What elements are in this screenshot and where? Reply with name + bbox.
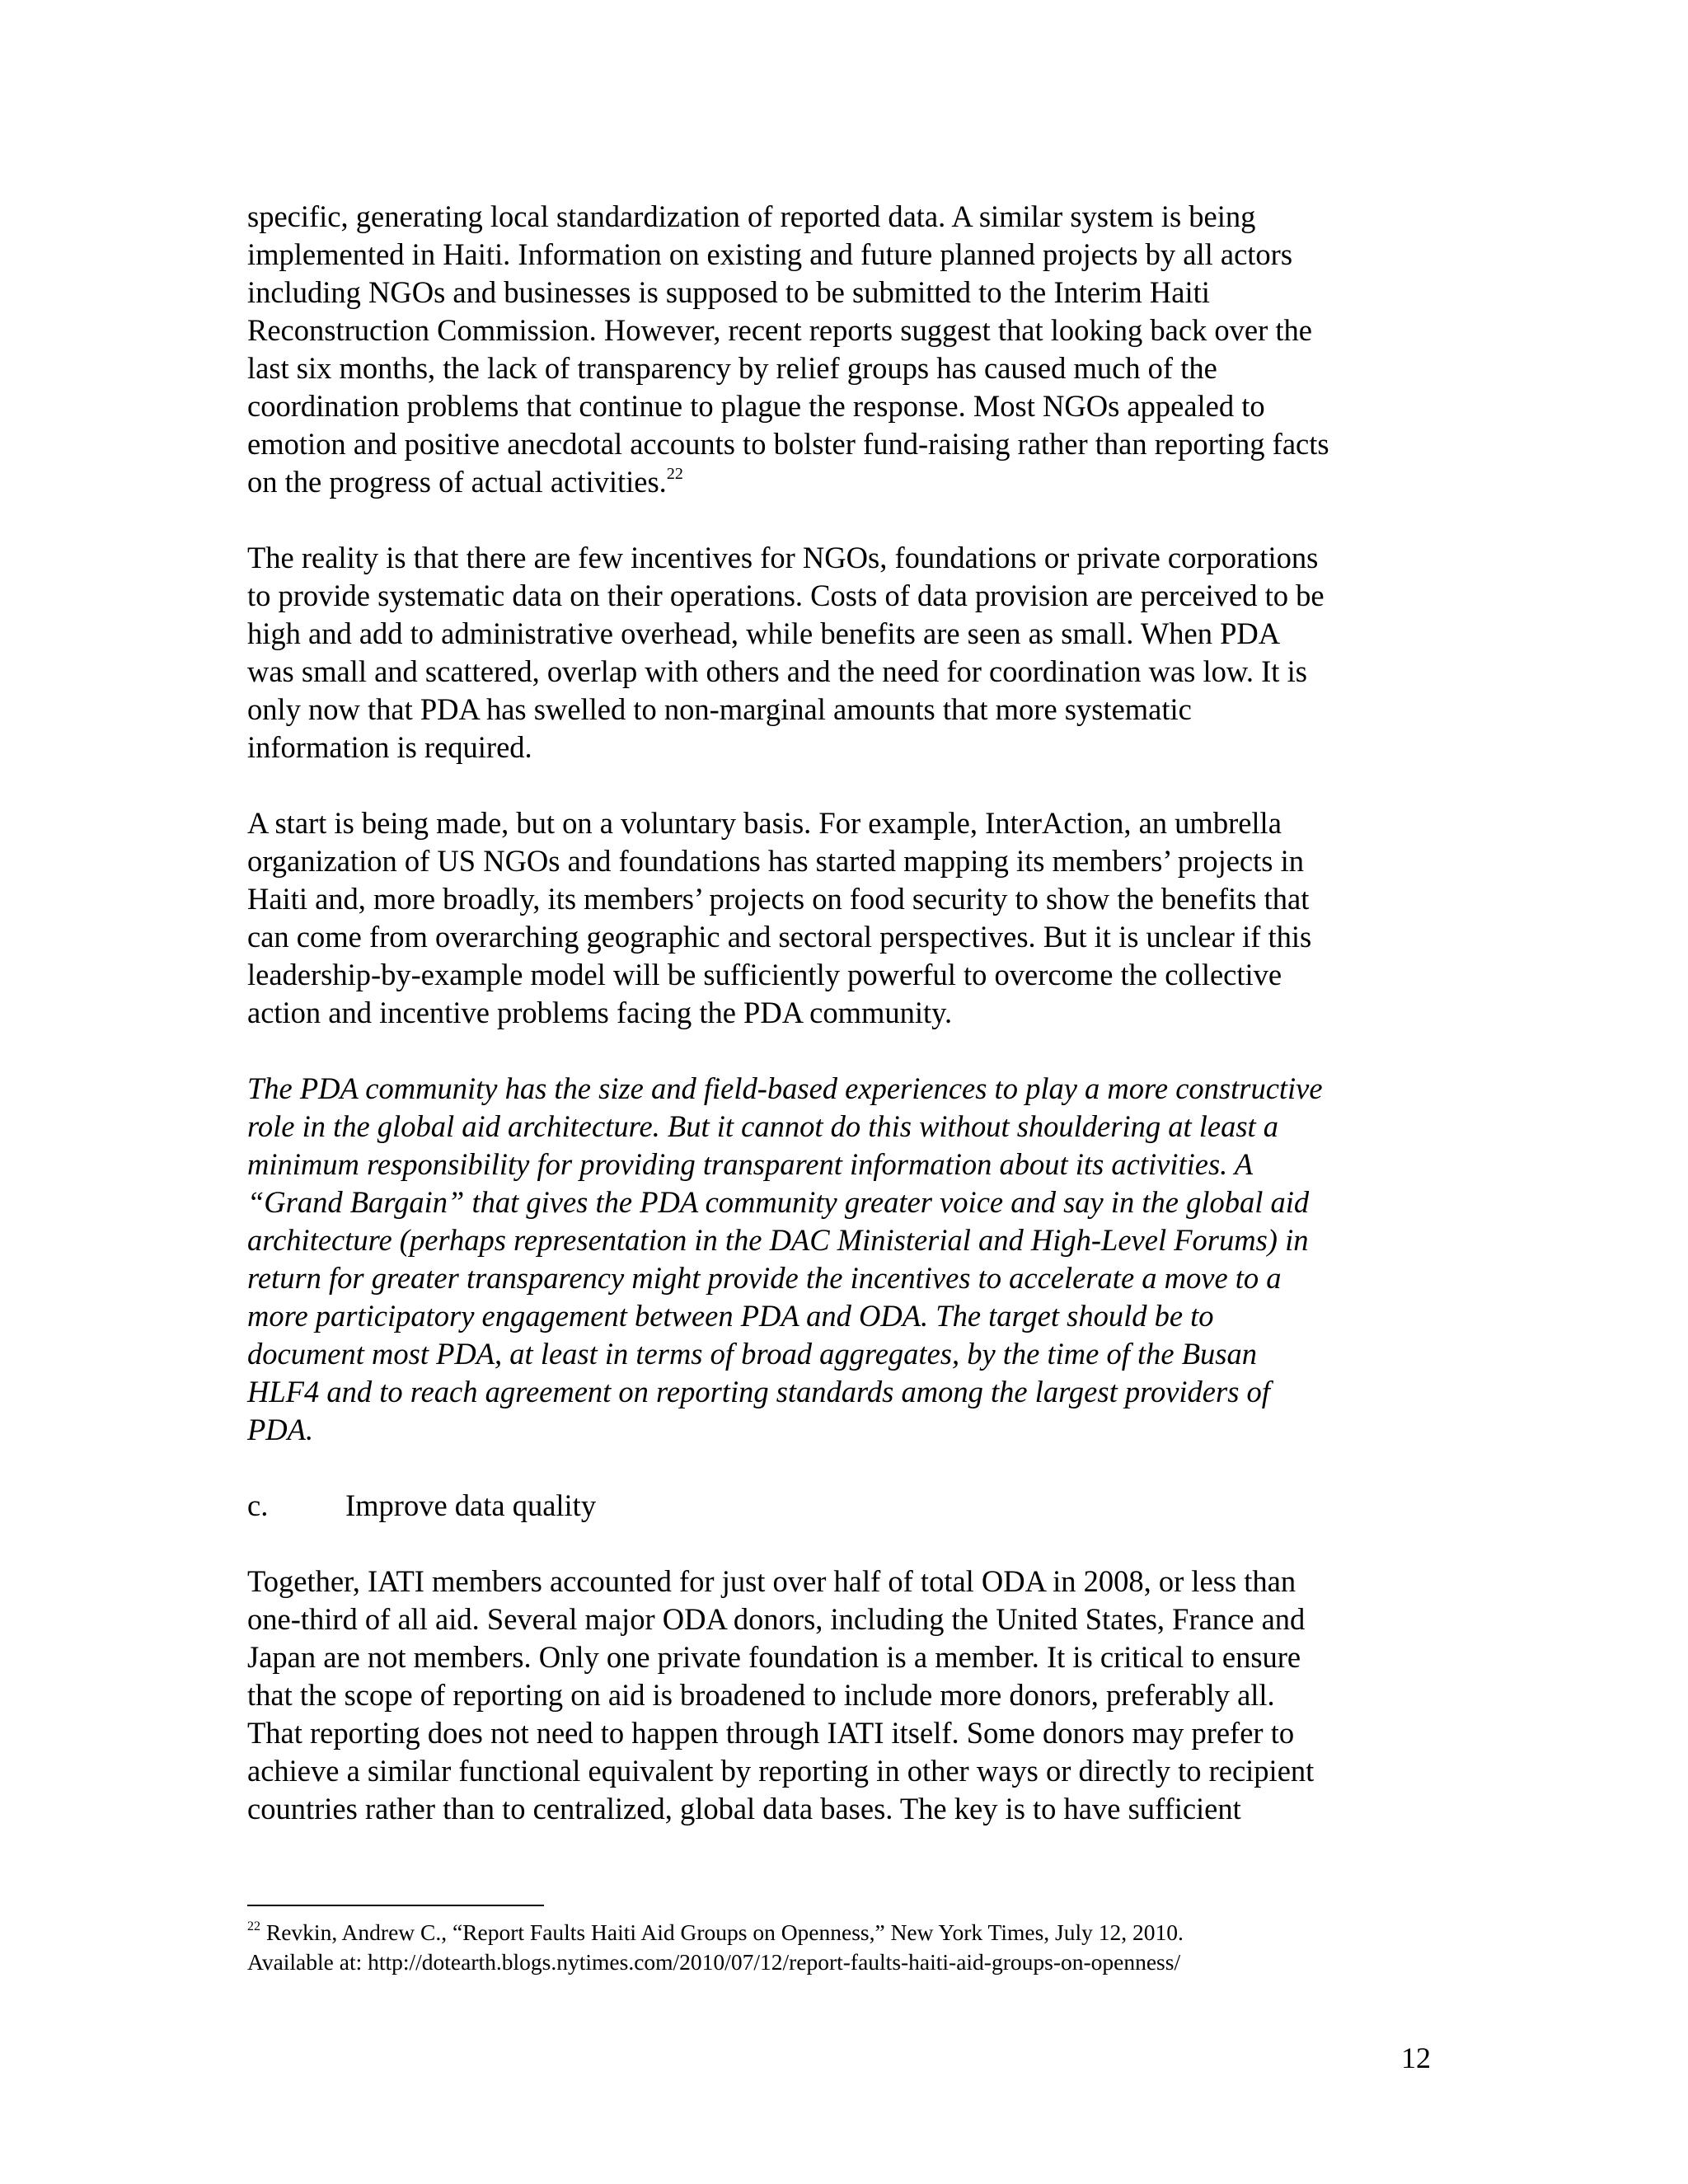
paragraph-4-italic (247, 1070, 1442, 1449)
text-line: return for greater transparency might provide the incentives to accelerate a move to a (247, 1261, 1282, 1295)
text-line: PDA. (247, 1413, 314, 1446)
section-number: c. (247, 1488, 269, 1522)
page-number: 12 (1401, 2041, 1431, 2074)
text-line: That reporting does not need to happen through IATI itself. Some donors may prefer to (247, 1716, 1295, 1750)
footnote-separator (247, 1905, 544, 1906)
text-line: role in the global aid architecture. But it cannot do this without shouldering at least a (247, 1109, 1279, 1143)
text-line: high and add to administrative overhead, while benefits are seen as small. When PDA (247, 616, 1281, 650)
text-line: more participatory engagement between PDA and ODA. The target should be to (247, 1299, 1214, 1333)
text-line: coordination problems that continue to plague the response. Most NGOs appealed to (247, 389, 1265, 423)
text-line: A start is being made, but on a voluntary basis. For example, InterAction, an umbrella (247, 806, 1282, 840)
text-line: to provide systematic data on their operations. Costs of data provision are perceived to be (247, 579, 1325, 612)
text-line: action and incentive problems facing the PDA community. (247, 996, 953, 1029)
text-line: only now that PDA has swelled to non-marginal amounts that more systematic (247, 692, 1192, 726)
text-line: Haiti and, more broadly, its members’ projects on food security to show the benefits that (247, 882, 1310, 916)
text-line: document most PDA, at least in terms of broad aggregates, by the time of the Busan (247, 1337, 1257, 1371)
text-line: Reconstruction Commission. However, recent reports suggest that looking back over the (247, 313, 1312, 347)
text-line: countries rather than to centralized, global data bases. The key is to have sufficient (247, 1792, 1241, 1825)
text-line: organization of US NGOs and foundations has started mapping its members’ projects in (247, 844, 1304, 878)
text-line: last six months, the lack of transparency by relief groups has caused much of the (247, 351, 1217, 385)
footnote-number: 22 (247, 1919, 260, 1933)
text-line: architecture (perhaps representation in the DAC Ministerial and High-Level Forums) in (247, 1223, 1309, 1257)
text-line: HLF4 and to reach agreement on reporting standards among the largest providers of (247, 1375, 1270, 1408)
text-line: implemented in Haiti. Information on existing and future planned projects by all actors (247, 237, 1293, 271)
paragraph-1 (247, 198, 1442, 501)
text-line: information is required. (247, 730, 532, 764)
footnote (247, 1918, 1451, 1977)
text-line: that the scope of reporting on aid is broadened to include more donors, preferably all. (247, 1678, 1275, 1712)
section-title: Improve data quality (345, 1488, 597, 1522)
text-line: specific, generating local standardization of reported data. A similar system is being (247, 199, 1256, 233)
footnote-url[interactable]: Available at: http://dotearth.blogs.nytimes.com/2010/07/12/report-faults-haiti-aid-groups-on-openness/ (247, 1949, 1181, 1975)
text-line: Together, IATI members accounted for just over half of total ODA in 2008, or less than (247, 1564, 1296, 1598)
body-text (247, 198, 1442, 1866)
text-line: “Grand Bargain” that gives the PDA community greater voice and say in the global aid (247, 1185, 1310, 1219)
paragraph-5 (247, 1563, 1442, 1828)
paragraph-3 (247, 804, 1442, 1032)
text-line: leadership-by-example model will be sufficiently powerful to overcome the collective (247, 958, 1282, 991)
text-line: can come from overarching geographic and sectoral perspectives. But it is unclear if this (247, 920, 1312, 954)
text-line: emotion and positive anecdotal accounts to bolster fund-raising rather than reporting facts (247, 427, 1329, 461)
text-line-end: on the progress of actual activities. (247, 465, 667, 499)
text-line: The reality is that there are few incentives for NGOs, foundations or private corporations (247, 541, 1319, 574)
text-line: minimum responsibility for providing transparent information about its activities. A (247, 1147, 1254, 1181)
text-line: including NGOs and businesses is supposed to be submitted to the Interim Haiti (247, 275, 1210, 309)
text-line: Japan are not members. Only one private foundation is a member. It is critical to ensure (247, 1640, 1301, 1674)
section-heading (247, 1487, 1442, 1525)
footnote-text: Revkin, Andrew C., “Report Faults Haiti Aid Groups on Openness,” New York Times, July 12, 2010. (260, 1919, 1184, 1945)
footnote-line (247, 1918, 1451, 1947)
text-line (247, 463, 1442, 501)
footnote-reference[interactable]: 22 (666, 465, 683, 483)
text-line: The PDA community has the size and field-based experiences to play a more constructive (247, 1071, 1323, 1105)
text-line: achieve a similar functional equivalent by reporting in other ways or directly to recipient (247, 1754, 1315, 1788)
text-line: one-third of all aid. Several major ODA donors, including the United States, France and (247, 1602, 1306, 1636)
paragraph-2 (247, 539, 1442, 766)
text-line: was small and scattered, overlap with others and the need for coordination was low. It is (247, 654, 1307, 688)
